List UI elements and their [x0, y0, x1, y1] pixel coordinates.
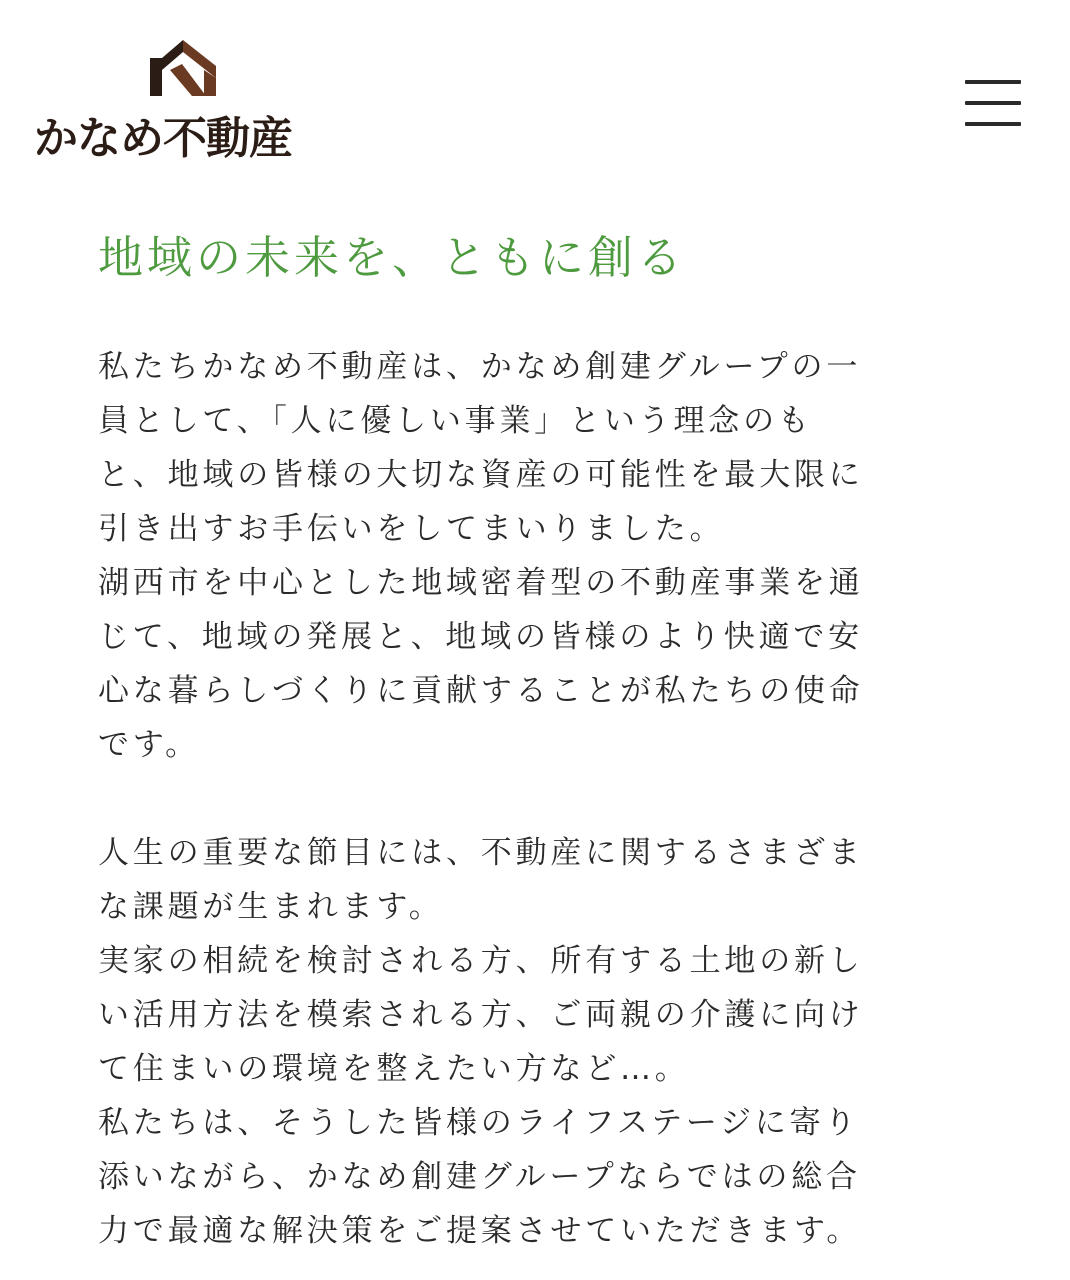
- main-content: [98, 226, 968, 1258]
- text-line: て住まいの環境を整えたい方など…。: [98, 1051, 690, 1087]
- text-line: 力で最適な解決策をご提案させていただきます。: [98, 1213, 862, 1249]
- site-logo[interactable]: [34, 38, 334, 173]
- paragraph-spacer: [98, 772, 968, 826]
- text-line: 引き出すお手伝いをしてまいりました。: [98, 511, 725, 547]
- text-line: 湖西市を中心とした地域密着型の不動産事業を通: [98, 565, 864, 601]
- kaname-logo-icon: [148, 40, 218, 98]
- logo-text: かなめ不動産: [34, 113, 292, 164]
- text-line: 添いながら、かなめ創建グループならではの総合: [98, 1159, 861, 1195]
- text-line: い活用方法を模索される方、ご両親の介護に向け: [98, 997, 864, 1033]
- menu-line: [965, 80, 1021, 84]
- text-line: です。: [98, 727, 200, 763]
- text-line: じて、地域の発展と、地域の皆様のより快適で安: [98, 619, 863, 655]
- text-line: 心な暮らしづくりに貢献することが私たちの使命: [98, 673, 864, 709]
- text-line: な課題が生まれます。: [98, 889, 444, 925]
- section-heading: 地域の未来を、ともに創る: [98, 231, 687, 284]
- hamburger-menu-icon[interactable]: [962, 76, 1024, 130]
- text-line: と、地域の皆様の大切な資産の可能性を最大限に: [98, 457, 864, 493]
- text-line: 員として、「人に優しい事業」という理念のも: [98, 403, 813, 439]
- text-line: 私たちかなめ不動産は、かなめ創建グループの一: [98, 349, 862, 385]
- text-line: 人生の重要な節目には、不動産に関するさまざま: [98, 835, 864, 871]
- menu-line: [965, 101, 1021, 105]
- site-header: [0, 0, 1070, 200]
- paragraph-services: [98, 826, 968, 1258]
- text-line: 私たちは、そうした皆様のライフステージに寄り: [98, 1105, 860, 1141]
- paragraph-mission: [98, 340, 968, 772]
- menu-line: [965, 122, 1021, 126]
- text-line: 実家の相続を検討される方、所有する土地の新し: [98, 943, 864, 979]
- section-body: [98, 340, 968, 1258]
